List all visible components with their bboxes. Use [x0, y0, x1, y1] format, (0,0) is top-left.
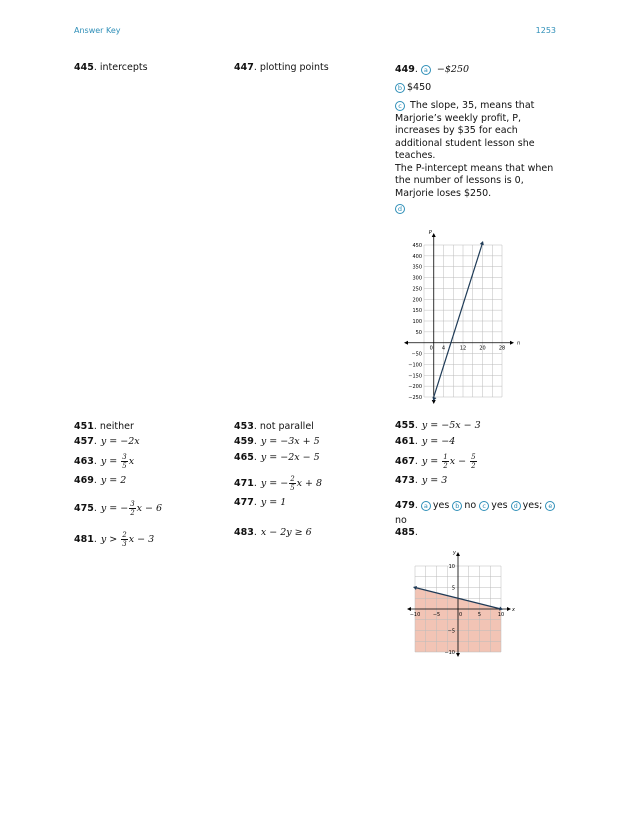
- answer-473: 473. y = 3: [395, 475, 448, 486]
- part-c-value: yes: [491, 500, 508, 511]
- answer-451: [74, 421, 134, 433]
- answer-number: 465: [234, 452, 254, 463]
- answer-math: y = −2x − 5: [260, 452, 320, 463]
- answer-479-e: [395, 515, 407, 527]
- part-a-label: a: [421, 501, 431, 511]
- answer-number: 447: [234, 62, 254, 73]
- origin-label: 0: [459, 612, 463, 618]
- answer-449-d: [395, 203, 407, 215]
- answer-number: 475: [74, 503, 94, 514]
- fraction: [129, 500, 135, 517]
- answer-number: 459: [234, 436, 254, 447]
- answer-479: 479. a yes b no c yes d yes; e: [395, 500, 557, 512]
- answer-math-pre: y =: [421, 456, 442, 467]
- x-axis-arrow-left: [404, 341, 408, 345]
- y-tick-label: 10: [448, 564, 455, 570]
- x-axis-label: n: [517, 340, 521, 347]
- answer-481: 481. y > $\frac{2}{3}$ x − 3: [74, 531, 155, 548]
- answer-number: 455: [395, 420, 415, 431]
- x-axis-arrow: [507, 607, 511, 611]
- fraction-denominator: 2: [443, 462, 448, 470]
- profit-line-graph: [398, 225, 522, 405]
- answer-number: 473: [395, 475, 415, 486]
- part-e-value: no: [395, 515, 407, 526]
- part-d-label: d: [395, 204, 405, 214]
- answer-math-pre: y =: [100, 456, 121, 467]
- answer-number: 471: [234, 478, 254, 489]
- fraction-denominator: 5: [290, 484, 295, 492]
- answer-number: 451: [74, 421, 94, 432]
- answer-483: 483. x − 2y ≥ 6: [234, 527, 312, 538]
- y-tick-label: −10: [444, 650, 455, 656]
- answer-math-pre: y = −: [260, 478, 289, 489]
- part-c-text-2: The P-intercept means that when the number of lessons is 0, Marjorie loses $250.: [395, 162, 554, 199]
- answer-math: y = −3x + 5: [260, 436, 320, 447]
- answer-math-post: x + 8: [296, 478, 323, 489]
- part-a-value: yes: [432, 500, 450, 511]
- fraction-denominator: 5: [122, 462, 127, 470]
- answer-447: [234, 62, 329, 74]
- answer-text: . neither: [93, 421, 134, 432]
- fraction-numerator: 2: [290, 475, 295, 483]
- part-c-label: c: [479, 501, 489, 511]
- part-b-value: no: [464, 500, 477, 511]
- part-e-label: e: [545, 501, 555, 511]
- answer-math: y = 1: [260, 497, 287, 508]
- origin-label: 0: [429, 345, 433, 352]
- answer-math: x − 2y ≥ 6: [260, 527, 312, 538]
- fraction-numerator: 2: [122, 531, 127, 539]
- x-tick-label: −10: [409, 612, 421, 618]
- answer-459: 459. y = −3x + 5: [234, 436, 320, 447]
- answer-number: 469: [74, 475, 94, 486]
- answer-465: 465. y = −2x − 5: [234, 452, 320, 463]
- answer-number: 445: [74, 62, 94, 73]
- fraction-numerator: 1: [443, 453, 448, 461]
- profit-line-arrow: [480, 241, 484, 245]
- answer-455: 455. y = −5x − 3: [395, 420, 481, 431]
- y-tick-label: 450: [412, 243, 422, 249]
- answer-math: y = 3: [421, 475, 448, 486]
- fraction-numerator: 5: [471, 453, 476, 461]
- answer-475: 475. y = − $\frac{3}{2}$ x − 6: [74, 500, 163, 517]
- answer-number: 453: [234, 421, 254, 432]
- answer-449-c: [395, 100, 555, 200]
- x-tick-label: 4: [441, 345, 446, 352]
- part-c-label: c: [395, 101, 405, 111]
- y-tick-label: 150: [412, 308, 422, 315]
- x-tick-label: 12: [459, 345, 467, 352]
- answer-math-post: x − 3: [128, 534, 155, 545]
- fraction: [121, 531, 127, 548]
- y-tick-label: −5: [447, 628, 455, 635]
- answer-text: . not parallel: [253, 421, 314, 432]
- y-axis-arrow-bottom: [432, 400, 436, 404]
- y-tick-label: −250: [408, 395, 422, 401]
- part-c-text-1: The slope, 35, means that Marjorie’s weekly profit, P, increases by $35 for each additional student lesson she teaches.: [395, 100, 535, 161]
- answer-number: 477: [234, 497, 254, 508]
- answer-math: y = −4: [421, 436, 456, 447]
- part-b-label: b: [452, 501, 462, 511]
- answer-467: 467. y = $\frac{1}{2}$ x − $\frac{5}{2}$: [395, 453, 476, 470]
- answer-445: [74, 62, 148, 74]
- x-tick-label: 10: [497, 612, 505, 618]
- y-tick-label: 250: [412, 286, 422, 293]
- answer-449-b: [395, 82, 431, 94]
- x-axis-arrow-left: [407, 607, 411, 611]
- answer-471: 471. y = − $\frac{2}{5}$ x + 8: [234, 475, 323, 492]
- y-tick-label: 50: [415, 329, 422, 336]
- answer-477: 477. y = 1: [234, 497, 287, 508]
- y-axis-label: y: [453, 550, 456, 556]
- answer-number: 467: [395, 456, 415, 467]
- y-tick-label: 300: [412, 275, 422, 282]
- fraction-denominator: 2: [130, 509, 135, 517]
- fraction-denominator: 2: [471, 462, 476, 470]
- x-tick-label: −5: [432, 612, 441, 618]
- answer-number: 481: [74, 534, 94, 545]
- fraction: [121, 453, 127, 470]
- answer-453: [234, 421, 314, 433]
- answer-449: 449. a −$250: [395, 64, 470, 75]
- fraction: [442, 453, 448, 470]
- y-tick-label: 400: [412, 253, 422, 260]
- part-b-label: b: [395, 83, 405, 93]
- answer-text: . intercepts: [93, 62, 148, 73]
- header-page-number: 1253: [535, 26, 556, 35]
- answer-math-pre: y >: [100, 534, 121, 545]
- answer-math-pre: y = −: [100, 503, 129, 514]
- header-section-title: Answer Key: [74, 26, 121, 35]
- x-axis-label: x: [512, 607, 515, 613]
- x-tick-label: 20: [479, 345, 486, 352]
- inequality-graph: [400, 545, 522, 657]
- answer-number: 461: [395, 436, 415, 447]
- y-tick-label: 200: [412, 297, 422, 304]
- answer-number: 457: [74, 436, 94, 447]
- y-tick-label: −100: [408, 362, 422, 369]
- fraction: [470, 453, 476, 470]
- answer-number: 463: [74, 456, 94, 467]
- y-axis-arrow: [432, 233, 436, 237]
- part-a-value: −$250: [436, 64, 470, 75]
- y-tick-label: −50: [411, 351, 422, 358]
- fraction-numerator: 3: [122, 453, 127, 461]
- answer-457: 457. y = −2x: [74, 436, 140, 447]
- fraction: [289, 475, 295, 492]
- answer-text: .: [414, 527, 418, 538]
- fraction-denominator: 3: [122, 540, 127, 548]
- part-d-label: d: [511, 501, 521, 511]
- x-tick-label: 5: [477, 612, 482, 618]
- y-axis-arrow: [456, 552, 460, 556]
- x-axis-arrow: [510, 341, 514, 345]
- x-tick-label: 28: [498, 345, 506, 352]
- answer-number: 483: [234, 527, 254, 538]
- profit-line: [434, 243, 486, 397]
- answer-math: y = −5x − 3: [421, 420, 481, 431]
- part-d-value: yes;: [522, 500, 543, 511]
- y-tick-label: −200: [408, 384, 422, 391]
- y-axis-arrow-bottom: [456, 653, 460, 657]
- part-b-value: $450: [407, 82, 432, 93]
- answer-math: y = 2: [100, 475, 127, 486]
- y-tick-label: 100: [412, 319, 422, 325]
- answer-461: 461. y = −4: [395, 436, 456, 447]
- answer-math-post: x: [128, 456, 135, 467]
- y-tick-label: −150: [408, 373, 422, 380]
- part-a-label: a: [421, 65, 431, 75]
- y-tick-label: 350: [412, 264, 422, 271]
- answer-text: . plotting points: [253, 62, 329, 73]
- answer-463: 463. y = $\frac{3}{5}$ x: [74, 453, 135, 470]
- fraction-numerator: 3: [130, 500, 135, 508]
- answer-math: y = −2x: [100, 436, 140, 447]
- answer-number: 479: [395, 500, 415, 511]
- answer-number: 485: [395, 527, 415, 538]
- answer-math-mid: x −: [449, 456, 470, 467]
- answer-469: 469. y = 2: [74, 475, 127, 486]
- answer-485: [395, 527, 418, 539]
- answer-math-post: x − 6: [136, 503, 163, 514]
- y-tick-label: 5: [451, 585, 455, 592]
- answer-number: 449: [395, 64, 415, 75]
- y-axis-label: P: [428, 230, 432, 236]
